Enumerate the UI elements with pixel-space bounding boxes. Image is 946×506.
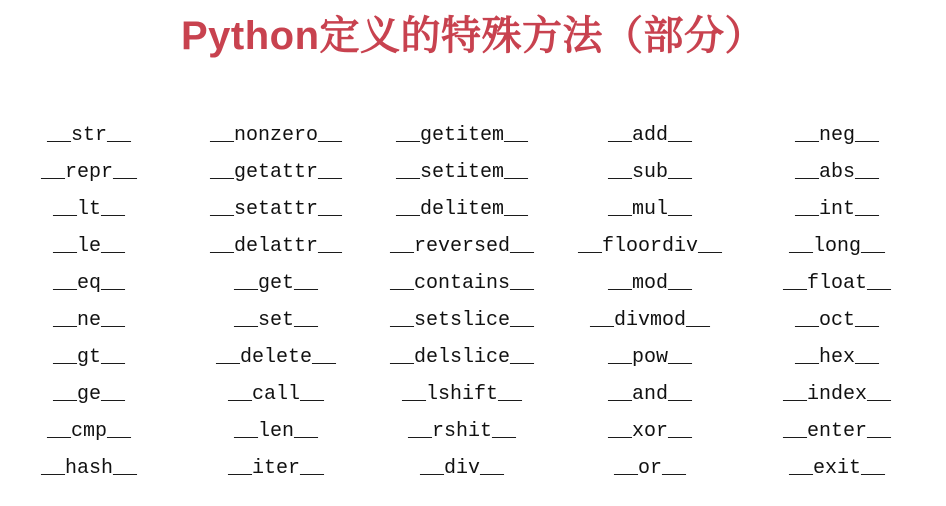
method-name: __eq__ xyxy=(52,272,126,295)
method-name: __delete__ xyxy=(215,346,337,369)
method-name: __mod__ xyxy=(607,272,693,295)
method-name: __delattr__ xyxy=(209,235,343,258)
method-row xyxy=(0,228,946,265)
method-grid xyxy=(0,117,946,487)
method-name: __gt__ xyxy=(52,346,126,369)
method-row xyxy=(0,450,946,487)
method-name: __setattr__ xyxy=(209,198,343,221)
method-name: __le__ xyxy=(52,235,126,258)
method-name: __ge__ xyxy=(52,383,126,406)
method-row xyxy=(0,413,946,450)
method-name: __abs__ xyxy=(794,161,880,184)
method-name: __contains__ xyxy=(389,272,535,295)
method-row xyxy=(0,339,946,376)
method-name: __set__ xyxy=(233,309,319,332)
method-name: __oct__ xyxy=(794,309,880,332)
method-name: __float__ xyxy=(782,272,892,295)
method-name: __cmp__ xyxy=(46,420,132,443)
method-name: __sub__ xyxy=(607,161,693,184)
method-name: __int__ xyxy=(794,198,880,221)
method-name: __mul__ xyxy=(607,198,693,221)
method-name: __lt__ xyxy=(52,198,126,221)
method-name: __long__ xyxy=(788,235,886,258)
method-name: __ne__ xyxy=(52,309,126,332)
method-name: __floordiv__ xyxy=(577,235,723,258)
method-name: __div__ xyxy=(419,457,505,480)
method-row xyxy=(0,376,946,413)
method-name: __len__ xyxy=(233,420,319,443)
method-name: __reversed__ xyxy=(389,235,535,258)
method-name: __call__ xyxy=(227,383,325,406)
method-name: __setitem__ xyxy=(395,161,529,184)
method-name: __add__ xyxy=(607,124,693,147)
method-name: __nonzero__ xyxy=(209,124,343,147)
method-name: __neg__ xyxy=(794,124,880,147)
method-name: __hash__ xyxy=(40,457,138,480)
method-name: __repr__ xyxy=(40,161,138,184)
method-row xyxy=(0,302,946,339)
method-row xyxy=(0,154,946,191)
method-name: __xor__ xyxy=(607,420,693,443)
method-name: __exit__ xyxy=(788,457,886,480)
method-name: __lshift__ xyxy=(401,383,523,406)
page-title: Python定义的特殊方法（部分） xyxy=(180,14,766,58)
method-name: __delslice__ xyxy=(389,346,535,369)
method-name: __delitem__ xyxy=(395,198,529,221)
method-name: __pow__ xyxy=(607,346,693,369)
method-name: __and__ xyxy=(607,383,693,406)
method-name: __divmod__ xyxy=(589,309,711,332)
method-name: __str__ xyxy=(46,124,132,147)
method-name: __get__ xyxy=(233,272,319,295)
method-name: __getattr__ xyxy=(209,161,343,184)
method-name: __index__ xyxy=(782,383,892,406)
method-name: __enter__ xyxy=(782,420,892,443)
method-name: __setslice__ xyxy=(389,309,535,332)
method-name: __rshit__ xyxy=(407,420,517,443)
method-name: __iter__ xyxy=(227,457,325,480)
method-name: __or__ xyxy=(613,457,687,480)
method-name: __hex__ xyxy=(794,346,880,369)
method-name: __getitem__ xyxy=(395,124,529,147)
method-row xyxy=(0,265,946,302)
method-row xyxy=(0,191,946,228)
method-row xyxy=(0,117,946,154)
